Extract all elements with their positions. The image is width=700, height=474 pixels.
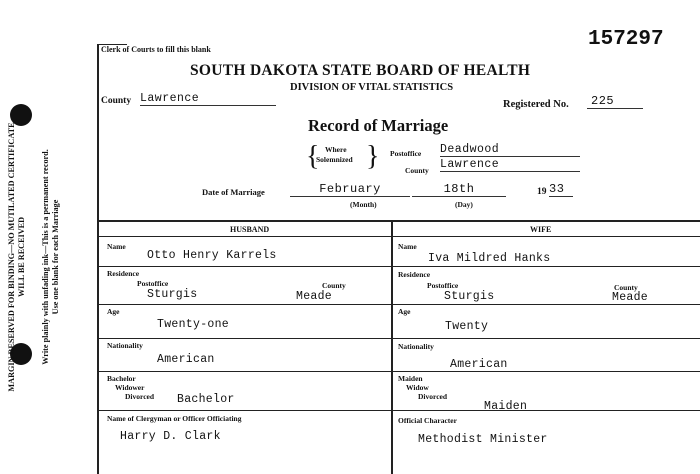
row-rule-3 (97, 338, 700, 339)
wife-status-label-2: Widow (406, 383, 429, 392)
row-rule-1 (97, 266, 700, 267)
husband-heading: HUSBAND (230, 225, 270, 234)
husband-nationality-label: Nationality (107, 341, 143, 350)
date-year-prefix: 19 (537, 187, 547, 197)
wife-postoffice: Sturgis (444, 290, 495, 303)
margin-note-line4: Use one blank for each Marriage (51, 199, 60, 315)
county-label: County (101, 96, 132, 106)
husband-status-label-1: Bachelor (107, 374, 136, 383)
wife-residence-label: Residence (398, 270, 431, 279)
where-label: Where (325, 145, 347, 154)
wife-name-label: Name (398, 242, 417, 251)
husband-age: Twenty-one (157, 318, 230, 331)
solemnized-county-value: Lawrence (440, 158, 580, 172)
wife-name: Iva Mildred Hanks (428, 252, 551, 265)
record-title: Record of Marriage (308, 116, 449, 135)
wife-heading: WIFE (530, 225, 552, 234)
wife-status-label-3: Divorced (418, 392, 448, 401)
husband-county-label: County (322, 281, 346, 290)
wife-nationality: American (450, 358, 508, 371)
row-rule-5 (97, 410, 700, 411)
officiant-name-label: Name of Clergyman or Officer Officiating (107, 414, 242, 423)
board-title: SOUTH DAKOTA STATE BOARD OF HEALTH (190, 62, 531, 79)
row-rule-4 (97, 371, 700, 372)
registered-value: 225 (587, 94, 643, 109)
margin-note (7, 77, 67, 437)
wife-age: Twenty (445, 320, 489, 333)
solemnized-postoffice-label: Postoffice (390, 149, 422, 158)
row-rule-2 (97, 304, 700, 305)
husband-postoffice: Sturgis (147, 288, 198, 301)
margin-note-line1: MARGIN RESERVED FOR BINDING—NO MUTILATED CERTIFICATE (7, 122, 16, 392)
table-middle-rule (391, 220, 393, 474)
wife-status: Maiden (484, 400, 528, 413)
husband-age-label: Age (107, 307, 120, 316)
brace-left: { (306, 141, 320, 172)
brace-right: } (366, 141, 380, 172)
official-character-label: Official Character (398, 416, 457, 425)
husband-residence-label: Residence (107, 269, 140, 278)
wife-nationality-label: Nationality (398, 342, 434, 351)
wife-age-label: Age (398, 307, 411, 316)
husband-nationality: American (157, 353, 215, 366)
husband-name: Otto Henry Karrels (147, 249, 277, 262)
husband-postoffice-label: Postoffice (137, 279, 169, 288)
solemnized-county-label: County (405, 166, 429, 175)
officiant-name: Harry D. Clark (120, 430, 221, 443)
husband-name-label: Name (107, 242, 126, 251)
clerk-note: Clerk of Courts to fill this blank (101, 45, 211, 54)
table-top-rule (97, 220, 700, 222)
official-character: Methodist Minister (418, 433, 548, 446)
husband-status-label-2: Widower (115, 383, 145, 392)
certificate-number: 157297 (588, 28, 664, 51)
solemnized-label: Solemnized (316, 155, 353, 164)
margin-note-line3: Write plainly with unfading ink—This is a permanent record. (41, 149, 50, 365)
month-caption: (Month) (350, 200, 377, 209)
date-label: Date of Marriage (202, 187, 265, 197)
husband-county: Meade (296, 290, 333, 303)
county-value: Lawrence (140, 92, 276, 106)
heading-rule (97, 236, 700, 237)
wife-postoffice-label: Postoffice (427, 281, 459, 290)
husband-status-label-3: Divorced (125, 392, 155, 401)
wife-county: Meade (612, 291, 649, 304)
day-caption: (Day) (455, 200, 473, 209)
husband-status: Bachelor (177, 393, 235, 406)
wife-county-label: County (614, 283, 638, 292)
date-month: February (290, 182, 410, 197)
division-title: DIVISION OF VITAL STATISTICS (290, 82, 454, 93)
solemnized-postoffice-value: Deadwood (440, 143, 580, 157)
registered-label: Registered No. (503, 99, 569, 110)
wife-status-label-1: Maiden (398, 374, 423, 383)
date-year: 33 (549, 182, 573, 197)
margin-note-line2: WILL BE RECEIVED (17, 216, 26, 298)
date-day: 18th (412, 182, 506, 197)
